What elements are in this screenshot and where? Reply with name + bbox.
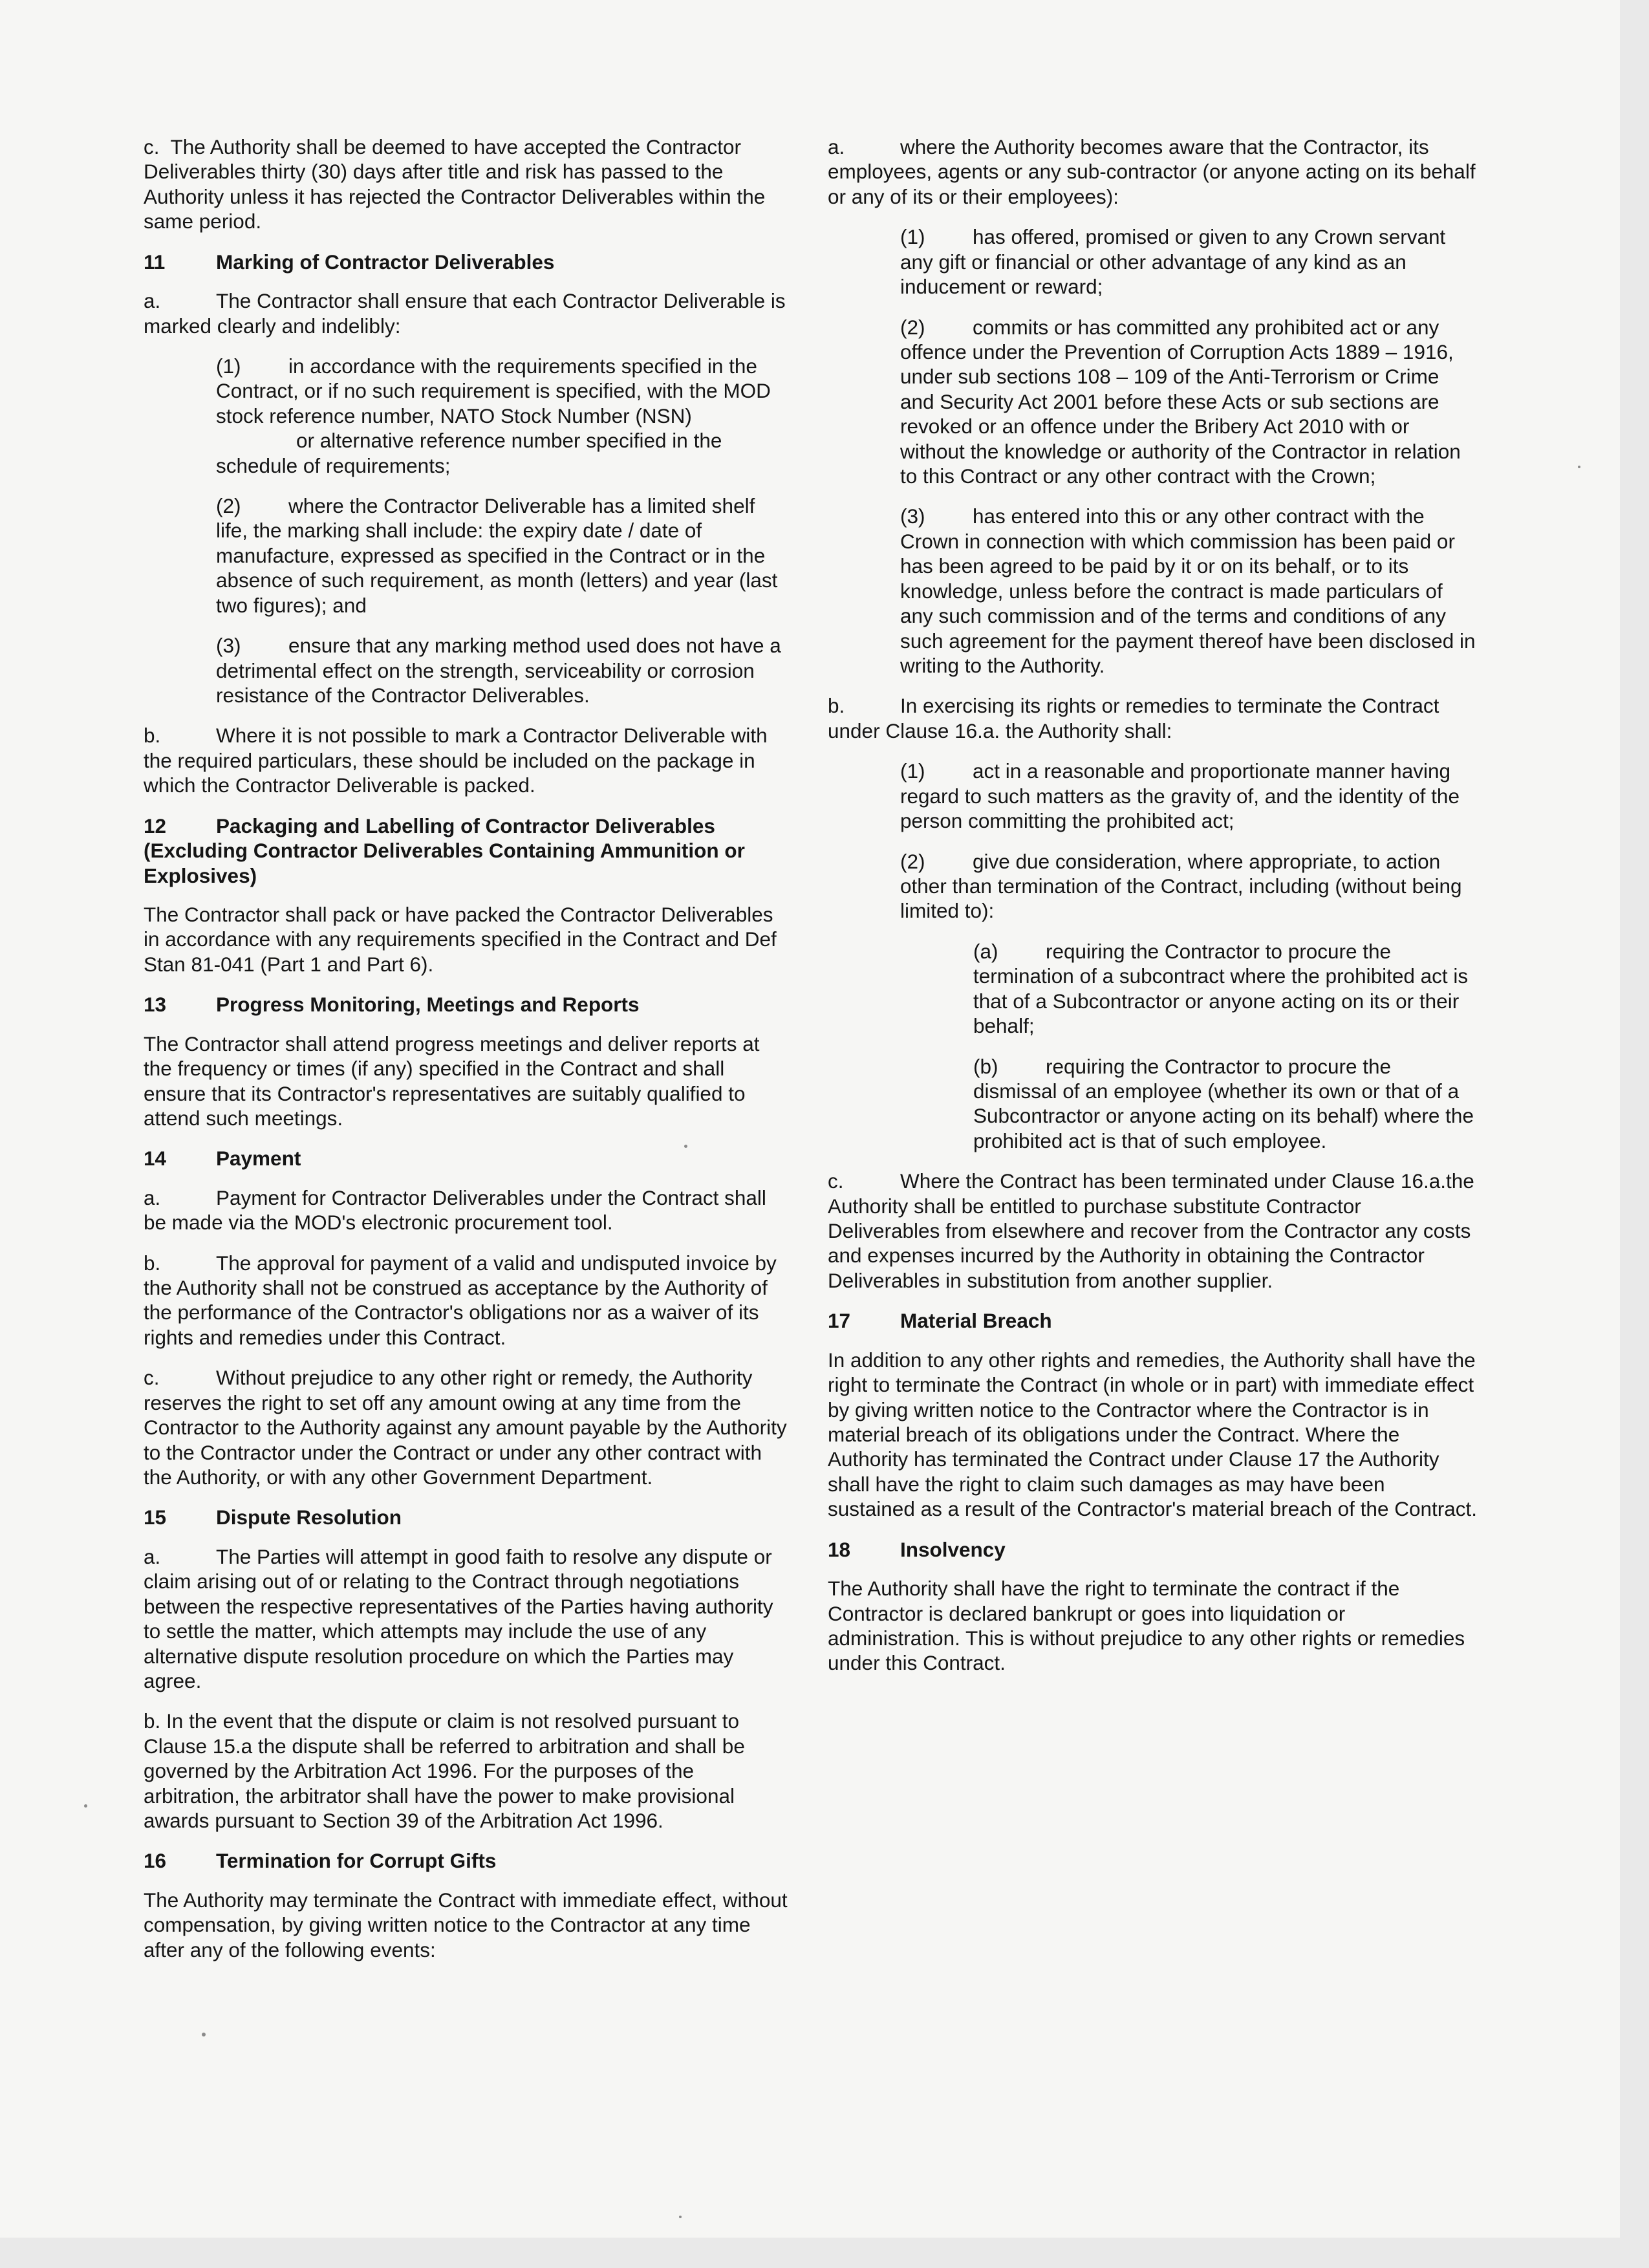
clause-text: Payment for Contractor Deliverables under the Contract shall be made via the MOD's electronic procurement tool. bbox=[144, 1185, 766, 1235]
heading-title: Payment bbox=[216, 1147, 301, 1171]
heading-title: Insolvency bbox=[900, 1537, 1006, 1561]
clause-label: c. bbox=[144, 1366, 160, 1390]
clause-16b2a bbox=[828, 939, 1478, 1039]
clause-label: (1) bbox=[900, 225, 925, 249]
clause-text: has entered into this or any other contract with the Crown in connection with which commission has been paid or has been agreed to be paid by it or on its behalf, or to its knowledge, unless before the contract is made particulars of any such commission and of the terms and conditions of any such agreement for the payment thereof have been disclosed in writing to the Authority. bbox=[900, 504, 1476, 678]
clause-label: (3) bbox=[900, 504, 925, 528]
heading-17 bbox=[828, 1308, 1478, 1333]
clause-16a bbox=[828, 135, 1478, 209]
clause-17: In addition to any other rights and remedies, the Authority shall have the right to terminate the Contract (in whole or in part) with immediate effect by giving written notice to the Contractor where the Contractor is in material breach of its obligations under the Contract. Where the Authority has terminated the Contract under Clause 17 the Authority shall have the right to claim such damages as may have been sustained as a result of the Contractor's material breach of the Contract. bbox=[828, 1348, 1478, 1521]
heading-15 bbox=[144, 1505, 790, 1529]
clause-text: give due consideration, where appropriate, to action other than termination of the Contract, including (without being limited to): bbox=[900, 849, 1462, 923]
clause-16b2b bbox=[828, 1054, 1478, 1154]
heading-number: 13 bbox=[144, 993, 167, 1017]
clause-text: where the Authority becomes aware that the Contractor, its employees, agents or any sub-contractor (or anyone acting on its behalf or any of its or their employees): bbox=[828, 135, 1476, 208]
heading-title: Dispute Resolution bbox=[216, 1506, 402, 1529]
clause-text: The approval for payment of a valid and undisputed invoice by the Authority shall not be construed as acceptance by the Authority of the performance of the Contractor's obligations nor as a waiver of its rights and remedies under this Contract. bbox=[144, 1251, 777, 1349]
clause-13: The Contractor shall attend progress meetings and deliver reports at the frequency or times (if any) specified in the Contract and shall ensure that its Contractor's representatives are suitably qualified to attend such meetings. bbox=[144, 1031, 760, 1130]
clause-label: (2) bbox=[900, 315, 925, 339]
clause-label: (a) bbox=[973, 939, 998, 963]
clause-text: Without prejudice to any other right or remedy, the Authority reserves the right to set off any amount owing at any time from the Contractor to the Authority against any amount payable by the Authority to the Contractor under the Contract or under any other contract with the Authority, or with any other Government Department. bbox=[144, 1366, 787, 1489]
heading-number: 18 bbox=[828, 1537, 851, 1561]
clause-16b1 bbox=[828, 759, 1478, 833]
clause-12: The Contractor shall pack or have packed the Contractor Deliverables in accordance with any requirements specified in the Contract and Def Stan 81-041 (Part 1 and Part 6). bbox=[144, 902, 777, 976]
clause-text: In the event that the dispute or claim is not resolved pursuant to Clause 15.a the dispute shall be referred to arbitration and shall be governed by the Arbitration Act 1996. For the purposes of the arbitration, the arbitrator shall have the power to make provisional awards pursuant to Section 39 of the Arbitration Act 1996. bbox=[144, 1709, 745, 1833]
right-column bbox=[828, 135, 1478, 1691]
heading-title: Progress Monitoring, Meetings and Reports bbox=[216, 993, 640, 1017]
clause-14b bbox=[144, 1251, 790, 1350]
clause-16a3 bbox=[828, 504, 1478, 678]
clause-11a bbox=[144, 288, 790, 338]
clause-label: (1) bbox=[216, 354, 241, 378]
clause-label: c. bbox=[144, 135, 160, 158]
clause-label: (2) bbox=[900, 849, 925, 873]
heading-title: Material Breach bbox=[900, 1309, 1052, 1333]
clause-16: The Authority may terminate the Contract with immediate effect, without compensation, by giving written notice to the Contractor at any time after any of the following events: bbox=[144, 1888, 788, 1961]
left-column bbox=[144, 135, 790, 1978]
clause-text: The Contractor shall ensure that each Contractor Deliverable is marked clearly and indelibly: bbox=[144, 289, 786, 338]
clause-label: b. bbox=[144, 1709, 161, 1733]
clause-text: In exercising its rights or remedies to terminate the Contract under Clause 16.a. the Authority shall: bbox=[828, 694, 1439, 742]
clause-16a2 bbox=[828, 315, 1478, 489]
heading-number: 12 bbox=[144, 814, 167, 837]
clause-16b2 bbox=[828, 849, 1478, 923]
clause-label: b. bbox=[144, 1251, 161, 1275]
heading-title: Termination for Corrupt Gifts bbox=[216, 1849, 497, 1873]
clause-11a2 bbox=[144, 493, 790, 618]
clause-label: a. bbox=[144, 1185, 161, 1209]
clause-text: Where the Contract has been terminated under Clause 16.a.the Authority shall be entitled to purchase substitute Contractor Deliverables from elsewhere and recover from the Contractor any costs and expenses incurred by the Authority in obtaining the Contractor Deliverables in substitution from another supplier. bbox=[828, 1169, 1474, 1292]
clause-16b bbox=[828, 693, 1478, 743]
heading-number: 15 bbox=[144, 1506, 167, 1529]
clause-text: The Authority shall be deemed to have accepted the Contractor Deliverables thirty (30) days after title and risk has passed to the Authority unless it has rejected the Contractor Deliverables within the same period. bbox=[144, 135, 766, 233]
clause-label: (1) bbox=[900, 759, 925, 783]
heading-number: 14 bbox=[144, 1147, 167, 1171]
heading-title: Marking of Contractor Deliverables bbox=[216, 250, 555, 274]
scan-speck bbox=[84, 1804, 87, 1808]
clause-text: requiring the Contractor to procure the dismissal of an employee (whether its own or that of a Subcontractor or anyone acting on its behalf) where the prohibited act is that of such employee. bbox=[973, 1054, 1474, 1152]
heading-number: 17 bbox=[828, 1309, 851, 1333]
clause-16a1 bbox=[828, 224, 1478, 299]
heading-16 bbox=[144, 1848, 790, 1873]
scan-speck bbox=[684, 1145, 687, 1148]
clause-text: commits or has committed any prohibited act or any offence under the Prevention of Corruption Acts 1889 – 1916, under sub sections 108 – 109 of the Anti-Terrorism or Crime and Security Act 2001 before these Acts or sub sections are revoked or an offence under the Bribery Act 2010 with or without the knowledge or authority of the Contractor in relation to this Contract or any other contract with the Crown; bbox=[900, 315, 1461, 488]
clause-text: ensure that any marking method used does not have a detrimental effect on the strength, serviceability or corrosion resistance of the Contractor Deliverables. bbox=[216, 634, 781, 707]
clause-label: a. bbox=[828, 135, 845, 158]
heading-number: 11 bbox=[144, 250, 166, 274]
heading-13 bbox=[144, 992, 790, 1017]
clause-11a1 bbox=[144, 354, 790, 478]
clause-11a3 bbox=[144, 633, 790, 707]
clause-text: act in a reasonable and proportionate manner having regard to such matters as the gravity of, and the identity of the person committing the prohibited act; bbox=[900, 759, 1460, 833]
clause-text-continued: or alternative reference number specified in the schedule of requirements; bbox=[216, 429, 722, 477]
scan-speck bbox=[1578, 466, 1580, 468]
clause-label: (3) bbox=[216, 634, 241, 658]
clause-15b bbox=[144, 1709, 790, 1833]
clause-label: b. bbox=[144, 724, 161, 748]
clause-10c bbox=[144, 135, 790, 234]
heading-11 bbox=[144, 250, 790, 274]
clause-14a bbox=[144, 1185, 790, 1235]
clause-14c bbox=[144, 1365, 790, 1489]
clause-15a bbox=[144, 1544, 790, 1694]
clause-18: The Authority shall have the right to terminate the contract if the Contractor is declared bankrupt or goes into liquidation or administration. This is without prejudice to any other rights or remedies under this Contract. bbox=[828, 1577, 1465, 1675]
heading-number: 16 bbox=[144, 1849, 167, 1873]
clause-text: The Parties will attempt in good faith to resolve any dispute or claim arising out of or relating to the Contract through negotiations between the respective representatives of the Parties having authority to settle the matter, which attempts may include the use of any alternative dispute resolution procedure on which the Parties may agree. bbox=[144, 1544, 773, 1692]
clause-label: a. bbox=[144, 289, 161, 313]
heading-18 bbox=[828, 1537, 1478, 1562]
clause-label: (2) bbox=[216, 494, 241, 518]
heading-title: Packaging and Labelling of Contractor Deliverables (Excluding Contractor Deliverables Containing Ammunition or Explosives) bbox=[144, 814, 745, 887]
scan-speck bbox=[202, 2033, 206, 2036]
clause-label: b. bbox=[828, 694, 845, 718]
clause-label: a. bbox=[144, 1544, 161, 1568]
heading-14 bbox=[144, 1146, 790, 1171]
clause-text: Where it is not possible to mark a Contractor Deliverable with the required particulars, these should be included on the package in which the Contractor Deliverable is packed. bbox=[144, 724, 768, 797]
clause-text: where the Contractor Deliverable has a limited shelf life, the marking shall include: the expiry date / date of manufacture, expressed as specified in the Contract or in the absence of such requirement, as month (letters) and year (last two figures); and bbox=[216, 494, 778, 617]
clause-text: has offered, promised or given to any Crown servant any gift or financial or other advantage of any kind as an inducement or reward; bbox=[900, 225, 1446, 299]
scan-speck bbox=[679, 2216, 682, 2218]
clause-11b bbox=[144, 723, 790, 797]
clause-label: c. bbox=[828, 1169, 844, 1193]
clause-label: (b) bbox=[973, 1054, 998, 1078]
clause-text: requiring the Contractor to procure the termination of a subcontract where the prohibited act is that of a Subcontractor or anyone acting on its or their behalf; bbox=[973, 939, 1469, 1038]
heading-12 bbox=[144, 814, 790, 888]
clause-16c bbox=[828, 1169, 1478, 1293]
clause-text: in accordance with the requirements specified in the Contract, or if no such requirement is specified, with the MOD stock reference number, NATO Stock Number (NSN) bbox=[216, 354, 771, 427]
